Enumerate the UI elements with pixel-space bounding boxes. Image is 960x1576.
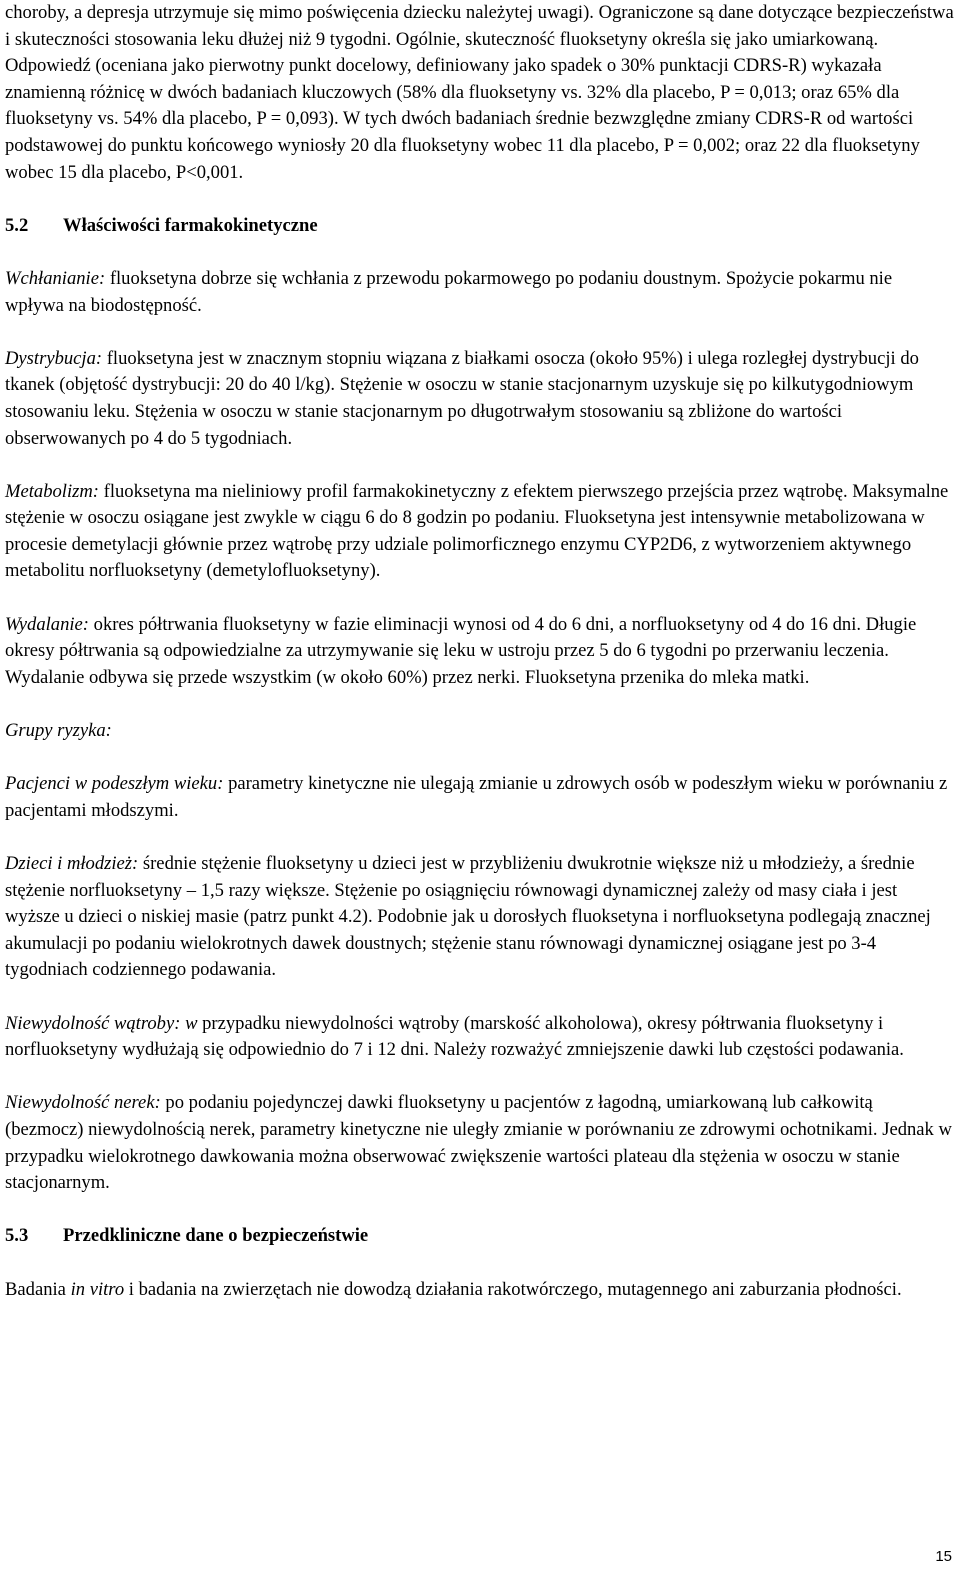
paragraph-text: parametry kinetyczne nie ulegają zmianie u zdrowych osób w podeszłym wieku w porównaniu z pacjentami młodszymi. [5,773,948,821]
paragraph-label: Wchłanianie: [5,267,106,289]
paragraph-label: Niewydolność nerek: [5,1092,161,1114]
paragraph-risk-groups [5,718,955,745]
paragraph-label: Dzieci i młodzież: [5,853,139,874]
paragraph-text: okres półtrwania fluoksetyny w fazie eliminacji wynosi od 4 do 6 dni, a norfluoksetyny od 4 do 16 dni. Długie okresy półtrwania są odpowiedzialne za utrzymywanie się leku w ustroju przez 5 do 6 tygodni po przerwaniu leczenia. Wydalanie odbywa się przede wszystkim (w około 60%) przez nerki. Fluoksetyna przenika do mleka matki. [5,613,917,688]
paragraph-elderly [5,771,955,824]
paragraph-distribution [5,346,955,452]
paragraph-label: Dystrybucja: [5,347,103,369]
intro-paragraph: choroby, a depresja utrzymuje się mimo poświęcenia dziecku należytej uwagi). Ograniczone są dane dotyczące bezpieczeństwa i skuteczności stosowania leku dłużej niż 9 tygodni. Ogólnie, skuteczność fluoksetyny określa się jako umiarkowaną. Odpowiedź (oceniana jako pierwotny punkt docelowy, definiowany jako spadek o 30% punktacji CDRS-R) wykazała znamienną różnicę w dwóch badaniach kluczowych (58% dla fluoksetyny vs. 32% dla placebo, P = 0,013; oraz 65% dla fluoksetyny vs. 54% dla placebo, P = 0,093). W tych dwóch badaniach średnie bezwzględne zmiany CDRS-R od wartości podstawowej do punktu końcowego wyniosły 20 dla fluoksetyny wobec 11 dla placebo, P = 0,002; oraz 22 dla fluoksetyny wobec 15 dla placebo, P<0,001. [5,2,954,183]
paragraph-preclinical [5,1277,955,1304]
paragraph-absorption [5,266,955,319]
paragraph-text: po podaniu pojedynczej dawki fluoksetyny u pacjentów z łagodną, umiarkowaną lub całkowitą (bezmocz) niewydolnością nerek, parametry kinetyczne nie uległy zmianie w porównaniu ze zdrowymi ochotnikami. Jednak w przypadku wielokrotnego dawkowania można obserwować zwiększenie wartości plateau dla stężenia w osoczu w stanie stacjonarnym. [5,1092,952,1194]
paragraph-label: Grupy ryzyka: [5,720,112,742]
paragraph-italic: in vitro [70,1278,125,1300]
paragraph-text: fluoksetyna jest w znacznym stopniu wiązana z białkami osocza (około 95%) i ulega rozległej dystrybucji do tkanek (objętość dystrybucji: 20 do 40 l/kg). Stężenie w osoczu w stanie stacjonarnym uzyskuje się po kilkutygodniowym stosowaniu leku. Stężenia w osoczu w stanie stacjonarnym po długotrwałym stosowaniu są zbliżone do wartości obserwowanych po 4 do 5 tygodniach. [5,347,919,449]
section-heading-5-2 [5,213,955,240]
section-number: 5.2 [5,214,29,236]
paragraph-metabolism [5,479,955,585]
paragraph-text: Badania [5,1278,71,1300]
paragraph-label: Metabolizm: [5,480,99,502]
paragraph-children [5,851,955,984]
paragraph-hepatic [5,1011,955,1064]
paragraph-label: Wydalanie: [5,613,89,635]
paragraph-text: przypadku niewydolności wątroby (marskość alkoholowa), okresy półtrwania fluoksetyny i norfluoksetyny wydłużają się odpowiednio do 7 i 12 dni. Należy rozważyć zmniejszenie dawki lub częstości podawania. [5,1012,904,1061]
section-title: Właściwości farmakokinetyczne [63,214,318,236]
paragraph-renal [5,1090,955,1196]
paragraph-text: średnie stężenie fluoksetyny u dzieci jest w przybliżeniu dwukrotnie większe niż u młodzieży, a średnie stężenie norfluoksetyny – 1,5 razy większe. Stężenie po osiągnięciu równowagi dynamicznej zależy od masy ciała i jest wyższe u dzieci o niskiej masie (patrz punkt 4.2). Podobnie jak u dorosłych fluoksetyna i norfluoksetyna podlegają znacznej akumulacji po podaniu wielokrotnych dawek doustnych; stężenie stanu równowagi dynamicznej osiągane jest po 3-4 tygodniach codziennego podawania. [5,853,931,981]
section-title: Przedkliniczne dane o bezpieczeństwie [63,1225,369,1247]
paragraph-excretion [5,612,955,692]
paragraph-text: i badania na zwierzętach nie dowodzą działania rakotwórczego, mutagennego ani zaburzania płodności. [124,1278,902,1300]
paragraph-text: fluoksetyna ma nieliniowy profil farmakokinetyczny z efektem pierwszego przejścia przez wątrobę. Maksymalne stężenie w osoczu osiągane jest zwykle w ciągu 6 do 8 godzin po podaniu. Fluoksetyna jest intensywnie metabolizowana w procesie demetylacji głównie przez wątrobę przy udziale polimorficznego enzymu CYP2D6, z wytworzeniem aktywnego metabolitu norfluoksetyny (demetylofluoksetyny). [5,480,949,582]
paragraph-label: Pacjenci w podeszłym wieku: [5,773,224,795]
paragraph-label: Niewydolność wątroby: w [5,1012,198,1034]
section-number: 5.3 [5,1225,29,1247]
section-heading-5-3 [5,1223,955,1250]
page-number: 15 [935,1548,952,1565]
document-page [5,0,955,1330]
paragraph-text: fluoksetyna dobrze się wchłania z przewodu pokarmowego po podaniu doustnym. Spożycie pokarmu nie wpływa na biodostępność. [5,267,893,316]
